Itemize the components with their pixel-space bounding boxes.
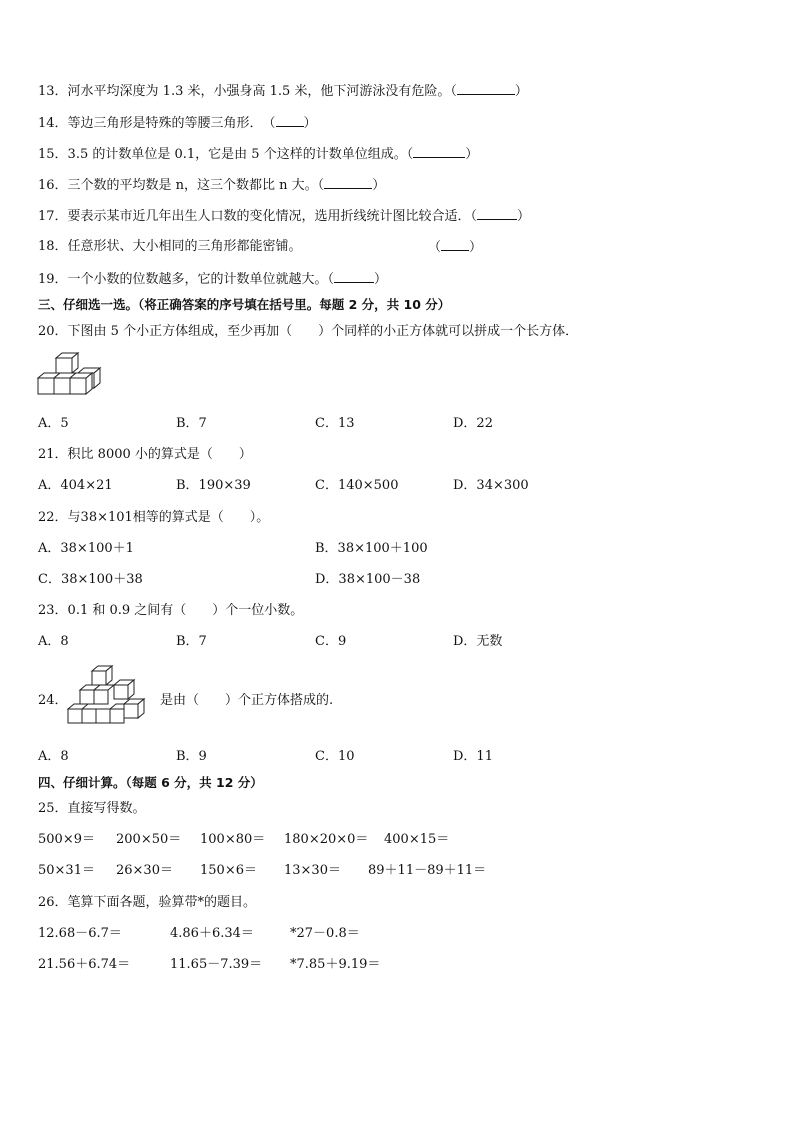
q20-option-a[interactable]: A．5 [38, 416, 69, 431]
q25-item[interactable]: 89＋11－89＋11＝ [368, 863, 487, 878]
question-17: 17．要表示某市近几年出生人口数的变化情况，选用折线统计图比较合适．（ ） [38, 209, 531, 224]
question-15: 15．3.5 的计数单位是 0.1，它是由 5 个这样的计数单位组成。（ ） [38, 147, 479, 162]
q20-option-d[interactable]: D．22 [453, 416, 493, 431]
q26-item[interactable]: 12.68－6.7＝ [38, 926, 122, 941]
question-13: 13．河水平均深度为 1.3 米，小强身高 1.5 米，他下河游泳没有危险。（ ） [38, 84, 528, 99]
answer-blank[interactable] [477, 207, 517, 220]
question-24-stem: 是由（ ）个正方体搭成的. [160, 693, 334, 708]
q25-item[interactable]: 180×20×0＝ [284, 832, 369, 847]
q21-option-a[interactable]: A．404×21 [38, 478, 113, 493]
answer-blank[interactable] [324, 176, 372, 189]
q26-item[interactable]: *27－0.8＝ [290, 926, 360, 941]
question-26-stem: 26．笔算下面各题，验算带*的题目。 [38, 895, 257, 910]
q20-option-c[interactable]: C．13 [315, 416, 355, 431]
q25-item[interactable]: 100×80＝ [200, 832, 266, 847]
q22-option-d[interactable]: D．38×100－38 [315, 572, 421, 587]
section-heading-3: 三、仔细选一选。（将正确答案的序号填在括号里。每题 2 分，共 10 分） [38, 297, 451, 312]
section-heading-4: 四、仔细计算。（每题 6 分，共 12 分） [38, 775, 263, 790]
question-24-number: 24． [38, 693, 68, 708]
q26-item[interactable]: *7.85＋9.19＝ [290, 957, 381, 972]
q25-item[interactable]: 50×31＝ [38, 863, 95, 878]
answer-blank[interactable] [457, 82, 515, 95]
question-21-stem: 21．积比 8000 小的算式是（ ） [38, 447, 252, 462]
q22-option-b[interactable]: B．38×100＋100 [315, 541, 428, 556]
q24-option-c[interactable]: C．10 [315, 749, 355, 764]
question-18: 18．任意形状、大小相同的三角形都能密铺。 [38, 239, 302, 254]
question-23-stem: 23．0.1 和 0.9 之间有（ ）个一位小数。 [38, 603, 304, 618]
q25-item[interactable]: 500×9＝ [38, 832, 95, 847]
cube-figure-five [36, 352, 102, 402]
q25-item[interactable]: 400×15＝ [384, 832, 450, 847]
q24-option-b[interactable]: B．9 [176, 749, 207, 764]
answer-blank[interactable] [413, 145, 465, 158]
q21-option-c[interactable]: C．140×500 [315, 478, 399, 493]
answer-blank[interactable] [334, 270, 374, 283]
q23-option-c[interactable]: C．9 [315, 634, 347, 649]
q25-item[interactable]: 150×6＝ [200, 863, 257, 878]
cube-stack-figure [66, 661, 154, 731]
q24-option-d[interactable]: D．11 [453, 749, 493, 764]
q23-option-d[interactable]: D．无数 [453, 634, 503, 649]
q25-item[interactable]: 26×30＝ [116, 863, 173, 878]
q25-item[interactable]: 200×50＝ [116, 832, 182, 847]
question-25-stem: 25．直接写得数。 [38, 801, 146, 816]
question-22-stem: 22．与38×101相等的算式是（ ）。 [38, 510, 270, 525]
question-16: 16．三个数的平均数是 n，这三个数都比 n 大。（ ） [38, 178, 386, 193]
q21-option-b[interactable]: B．190×39 [176, 478, 251, 493]
question-19: 19．一个小数的位数越多，它的计数单位就越大。（ ） [38, 272, 388, 287]
q26-item[interactable]: 21.56＋6.74＝ [38, 957, 131, 972]
answer-blank[interactable] [441, 238, 469, 251]
q20-option-b[interactable]: B．7 [176, 416, 207, 431]
q23-option-a[interactable]: A．8 [38, 634, 69, 649]
answer-blank[interactable] [276, 114, 304, 127]
question-14: 14．等边三角形是特殊的等腰三角形． （ ） [38, 116, 317, 131]
q23-option-b[interactable]: B．7 [176, 634, 207, 649]
q22-option-c[interactable]: C．38×100＋38 [38, 572, 143, 587]
question-20-stem: 20．下图由 5 个小正方体组成，至少再加（ ）个同样的小正方体就可以拼成一个长方体． [38, 324, 579, 339]
q26-item[interactable]: 4.86＋6.34＝ [170, 926, 254, 941]
question-18-answer: （ ） [428, 240, 483, 255]
q22-option-a[interactable]: A．38×100＋1 [38, 541, 134, 556]
q26-item[interactable]: 11.65－7.39＝ [170, 957, 263, 972]
q24-option-a[interactable]: A．8 [38, 749, 69, 764]
q21-option-d[interactable]: D．34×300 [453, 478, 529, 493]
q25-item[interactable]: 13×30＝ [284, 863, 341, 878]
